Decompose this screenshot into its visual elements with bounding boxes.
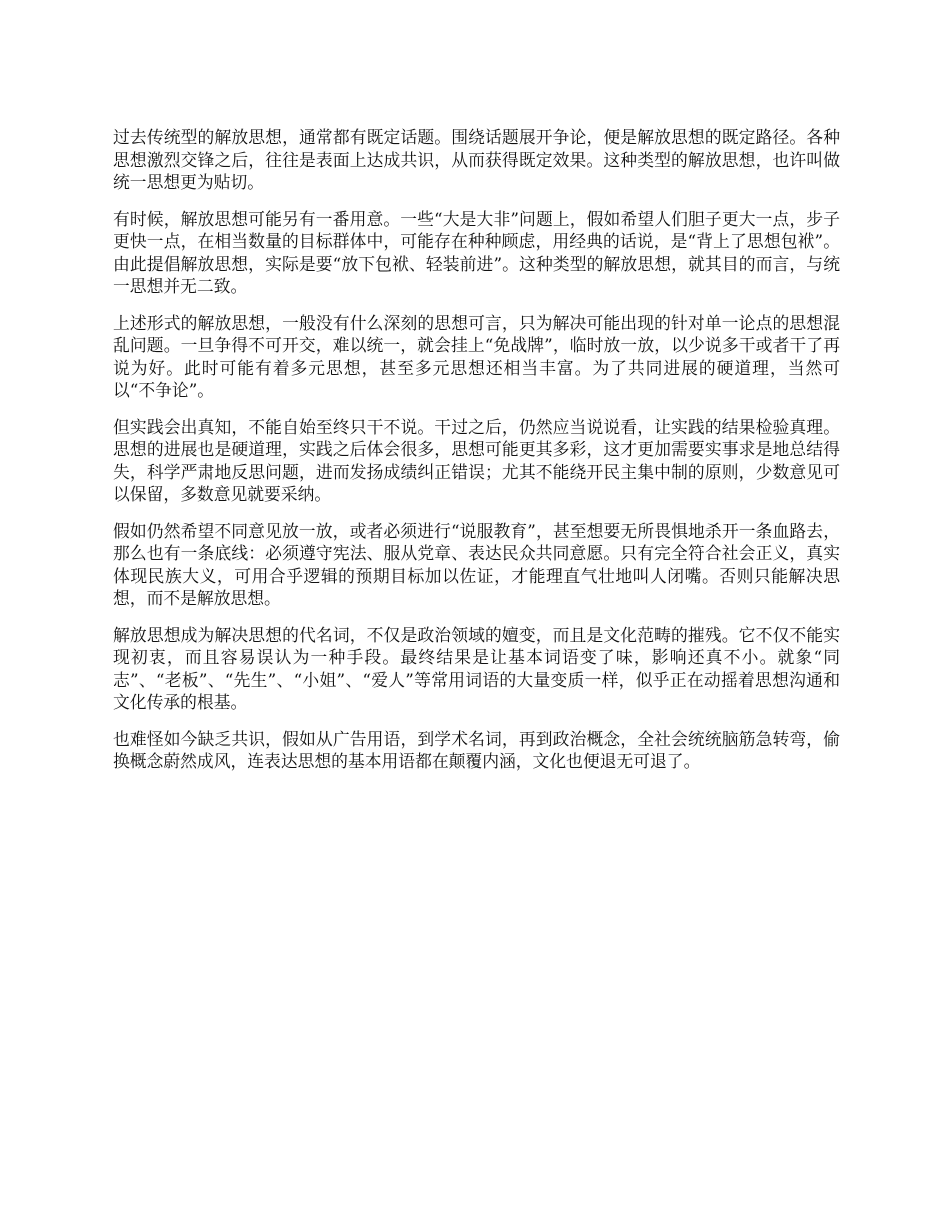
- document-body: [113, 126, 840, 787]
- paragraph-7: 也难怪如今缺乏共识，假如从广告用语，到学术名词，再到政治概念，全社会统统脑筋急转弯，偷换概念蔚然成风，连表达思想的基本用语都在颠覆内涵，文化也便退无可退了。: [113, 728, 840, 771]
- paragraph-3: 上述形式的解放思想，一般没有什么深刻的思想可言，只为解决可能出现的针对单一论点的思想混乱问题。一旦争得不可开交，难以统一，就会挂上“免战牌”，临时放一放，以少说多干或者干了再说为好。此时可能有着多元思想，甚至多元思想还相当丰富。为了共同进展的硬道理，当然可以“不争论”。: [113, 312, 840, 400]
- paragraph-4: 但实践会出真知，不能自始至终只干不说。干过之后，仍然应当说说看，让实践的结果检验真理。思想的进展也是硬道理，实践之后体会很多，思想可能更其多彩，这才更加需要实事求是地总结得失，科学严肃地反思问题，进而发扬成绩纠正错误；尤其不能绕开民主集中制的原则，少数意见可以保留，多数意见就要采纳。: [113, 416, 840, 504]
- paragraph-6: 解放思想成为解决思想的代名词，不仅是政治领域的嬗变，而且是文化范畴的摧残。它不仅不能实现初衷，而且容易误认为一种手段。最终结果是让基本词语变了味，影响还真不小。就象“同志”、“老板”、“先生”、“小姐”、“爱人”等常用词语的大量变质一样，似乎正在动摇着思想沟通和文化传承的根基。: [113, 624, 840, 712]
- paragraph-5: 假如仍然希望不同意见放一放，或者必须进行“说服教育”，甚至想要无所畏惧地杀开一条血路去，那么也有一条底线：必须遵守宪法、服从党章、表达民众共同意愿。只有完全符合社会正义，真实体现民族大义，可用合乎逻辑的预期目标加以佐证，才能理直气壮地叫人闭嘴。否则只能解决思想，而不是解放思想。: [113, 520, 840, 608]
- paragraph-1: 过去传统型的解放思想，通常都有既定话题。围绕话题展开争论，便是解放思想的既定路径。各种思想激烈交锋之后，往往是表面上达成共识，从而获得既定效果。这种类型的解放思想，也许叫做统一思想更为贴切。: [113, 127, 840, 192]
- paragraph-2: 有时候，解放思想可能另有一番用意。一些“大是大非”问题上，假如希望人们胆子更大一点，步子更快一点，在相当数量的目标群体中，可能存在种种顾虑，用经典的话说，是“背上了思想包袱”。由此提倡解放思想，实际是要“放下包袱、轻装前进”。这种类型的解放思想，就其目的而言，与统一思想并无二致。: [113, 208, 840, 296]
